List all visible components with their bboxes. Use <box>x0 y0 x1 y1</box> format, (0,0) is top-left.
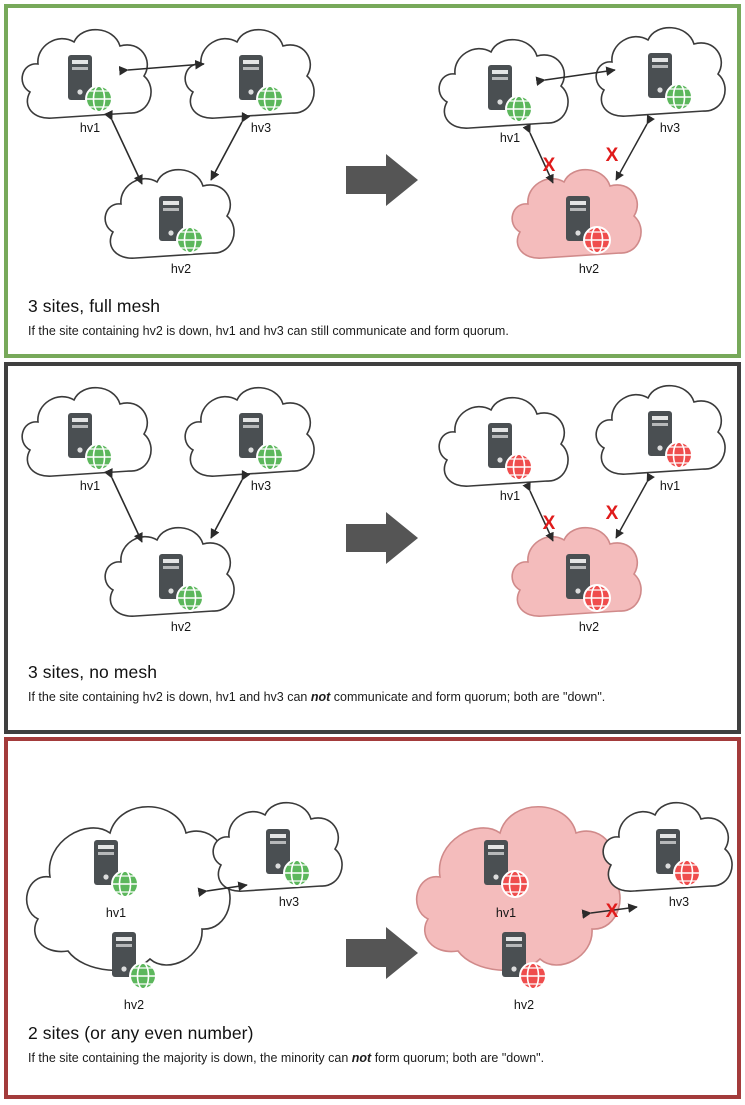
node-label-hv3: hv3 <box>659 121 681 135</box>
globe-icon <box>177 585 203 611</box>
broken-link-hv3-hv2 <box>606 124 647 180</box>
globe-icon <box>666 84 692 110</box>
right-arrow-icon <box>346 927 418 979</box>
desc-emphasis: not <box>351 1051 372 1065</box>
panel-no-mesh-diagram <box>8 366 737 656</box>
desc-pre: If the site containing hv2 is down, hv1 and hv3 can <box>28 689 311 704</box>
globe-icon <box>502 871 528 897</box>
node-label-hv1: hv1 <box>79 478 101 493</box>
node-label-hv2: hv2 <box>170 619 192 634</box>
panel-full-mesh <box>4 4 741 358</box>
panel-no-mesh-svg <box>8 366 741 656</box>
globe-icon <box>177 227 203 253</box>
panel-full-mesh-caption <box>28 296 723 340</box>
broken-link-hv1-hv2 <box>530 491 556 541</box>
desc-post: communicate and form quorum; both are "down". <box>330 689 606 704</box>
cloud-site1-before <box>27 807 230 1012</box>
x-mark-icon: X <box>542 512 556 534</box>
desc-pre: If the site containing the majority is down, the minority can <box>28 1051 352 1065</box>
x-mark-icon: X <box>605 901 619 922</box>
cloud-site1-after-down <box>417 807 620 1012</box>
node-label-hv1: hv1 <box>79 121 101 135</box>
node-label-hv2: hv2 <box>123 998 145 1012</box>
cloud-hv3-before <box>185 30 314 135</box>
globe-icon <box>506 96 532 122</box>
panel-no-mesh <box>4 362 741 734</box>
cloud-hv1-after <box>439 40 568 145</box>
globe-icon <box>666 442 692 468</box>
desc-pre: If the site containing hv2 is down, hv1 and hv3 can still communicate and form quorum. <box>28 324 509 338</box>
cloud-hv1-before <box>22 30 151 135</box>
broken-link-hv3-hv2 <box>606 482 647 538</box>
broken-link-hv1-hv2 <box>530 133 556 183</box>
globe-icon <box>112 871 138 897</box>
cloud-hv3-after <box>596 28 725 135</box>
cloud-hv3-before <box>185 387 314 492</box>
panel-no-mesh-caption <box>28 662 723 706</box>
cloud-hv3-after-down <box>596 385 725 492</box>
panel-two-sites-diagram <box>8 741 737 1013</box>
link-hv3-hv2 <box>211 480 242 538</box>
node-label-hv1: hv1 <box>495 906 517 920</box>
x-mark-icon: X <box>605 502 619 524</box>
node-label-hv2: hv2 <box>578 262 600 276</box>
globe-icon <box>584 585 610 611</box>
cloud-hv1-before <box>22 387 151 492</box>
x-mark-icon: X <box>605 145 619 166</box>
globe-icon <box>506 454 532 480</box>
link-hv3-hv2 <box>211 122 242 180</box>
node-label-hv1-right: hv1 <box>659 478 681 493</box>
node-label-hv3: hv3 <box>668 895 690 909</box>
panel-two-sites-caption <box>28 1023 723 1067</box>
link-hv1-hv2 <box>112 478 142 542</box>
cloud-hv1-after-down <box>439 397 568 502</box>
panel-title: 2 sites (or any even number) <box>28 1023 254 1043</box>
cloud-hv2-before <box>105 170 234 276</box>
panel-title: 3 sites, full mesh <box>28 296 161 316</box>
globe-icon <box>86 86 112 112</box>
globe-icon <box>130 963 156 989</box>
cloud-hv3-before <box>213 803 342 909</box>
node-label-hv1: hv1 <box>105 906 127 920</box>
desc-post: form quorum; both are "down". <box>371 1051 545 1065</box>
node-label-hv2: hv2 <box>578 619 600 634</box>
cloud-hv2-after-down <box>512 170 641 276</box>
desc-emphasis: not <box>310 689 331 704</box>
panel-full-mesh-diagram <box>8 8 737 288</box>
panel-description <box>28 690 723 706</box>
panel-description <box>28 324 723 340</box>
panel-two-sites <box>4 737 741 1099</box>
panel-full-mesh-svg <box>8 8 741 288</box>
cloud-hv2-after-down <box>512 527 641 633</box>
globe-icon <box>86 444 112 470</box>
node-label-hv2: hv2 <box>170 262 192 276</box>
x-mark-icon: X <box>542 155 556 176</box>
panel-description <box>28 1051 723 1067</box>
node-label-hv1: hv1 <box>499 131 521 145</box>
globe-icon <box>584 227 610 253</box>
node-label-hv3: hv3 <box>278 895 300 909</box>
right-arrow-icon <box>346 512 418 564</box>
globe-icon <box>284 860 310 886</box>
globe-icon <box>674 860 700 886</box>
panel-two-sites-svg <box>8 741 741 1013</box>
link-hv1-hv2 <box>112 120 142 184</box>
cloud-hv2-before <box>105 527 234 633</box>
node-label-hv3: hv3 <box>250 478 272 493</box>
right-arrow-icon <box>346 154 418 206</box>
globe-icon <box>520 963 546 989</box>
globe-icon <box>257 444 283 470</box>
panel-title: 3 sites, no mesh <box>28 661 158 682</box>
globe-icon <box>257 86 283 112</box>
cloud-hv3-after-down <box>603 803 732 909</box>
node-label-hv2: hv2 <box>513 998 535 1012</box>
node-label-hv3: hv3 <box>250 121 272 135</box>
node-label-hv1: hv1 <box>499 488 521 503</box>
